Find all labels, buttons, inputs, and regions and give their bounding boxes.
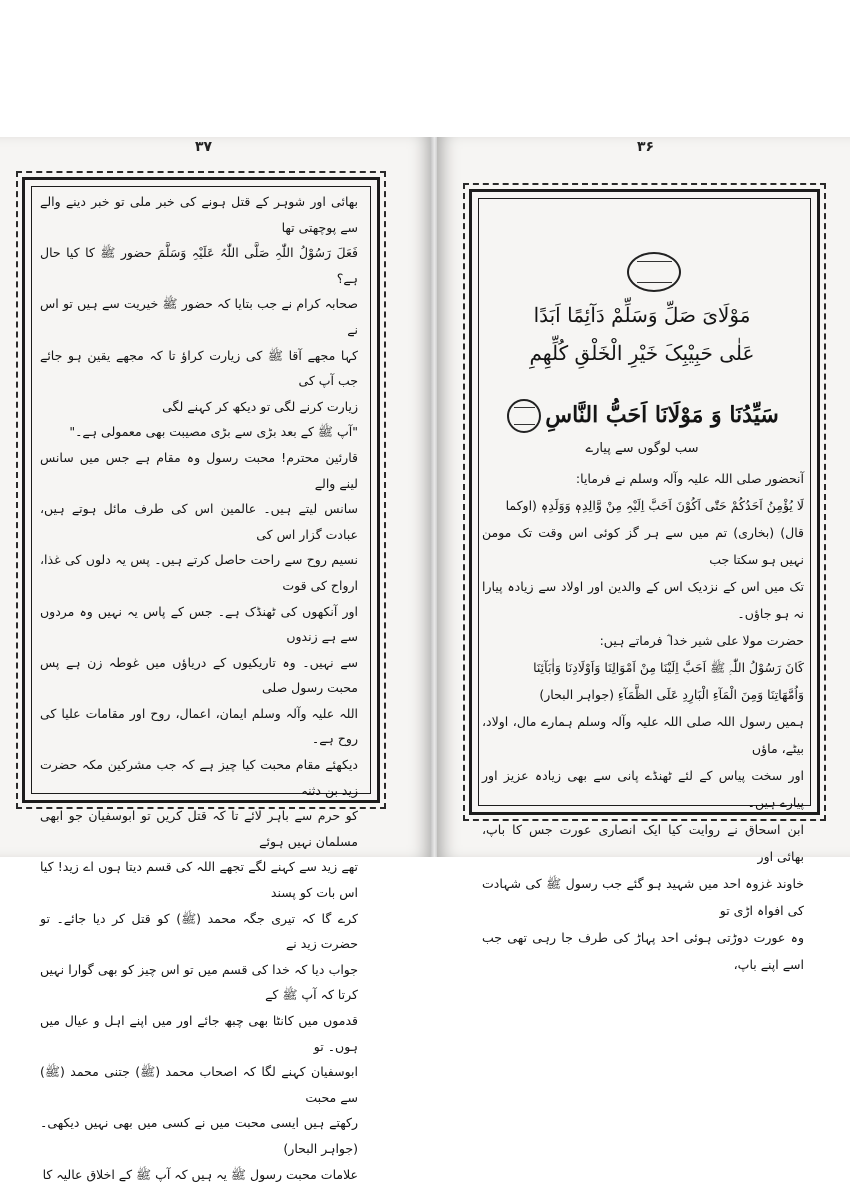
text-line: علامات محبت رسول ﷺ یہ ہیں کہ آپ ﷺ کے اخلاق عالیہ کا (42, 1166, 358, 1182)
text-line: لَا یُؤْمِنُ اَحَدُکُمْ حَتّٰی اَکُوْنَ اَحَبَّ اِلَیْہِ مِنْ وَّالِدِہٖ وَوَلَدِہٖ (اوکما (505, 498, 804, 513)
text-line: ہمیں رسول اللہ صلی اللہ علیہ وآلہ وسلم ہمارے مال، اولاد، بیٹے، ماؤں (482, 714, 804, 756)
text-line: قال) (بخاری) تم میں سے ہر گز کوئی اس وقت تک مومن نہیں ہو سکتا جب (482, 525, 804, 567)
left-page (0, 137, 432, 1182)
text-line: وَاُمَّھَاتِنَا وَمِنَ الْمَآءِ الْبَارِدِ عَلَی الظَّمَآءِ (جواہر البحار) (539, 687, 804, 702)
text-line: بھائی اور شوہر کے قتل ہونے کی خبر ملی تو خبر دینے والے سے پوچھتی تھا (40, 194, 358, 235)
text-line: کہا مجھے آقا ﷺ کی زیارت کراؤ تا کہ مجھے یقین ہو جائے جب آپ کی (40, 347, 358, 389)
text-line: کرے گا کہ تیری جگہ محمد (ﷺ) کو قتل کر دیا جائے۔ تو حضرت زید نے (40, 910, 358, 952)
text-line: سانس لیتے ہیں۔ عالمین اس کی طرف مائل ہوتے ہیں، عبادت گزار اس کی (40, 501, 358, 542)
page-number: ۳۶ (637, 139, 655, 155)
salutation-line-1: مَوْلَایَ صَلِّ وَسَلِّمْ دَآئِمًا اَبَدًا (533, 303, 751, 327)
text-line: رکھتے ہیں ایسی محبت میں نے کسی میں بھی نہیں دیکھی۔ (جواہر البحار) (40, 1115, 358, 1156)
text-line: کو حرم سے باہر لائے تا کہ قتل کریں تو ابوسفیان جو ابھی مسلمان نہیں ہوئے (40, 808, 358, 849)
text-line: اور آنکھوں کی ٹھنڈک ہے۔ جس کے پاس یہ نہیں وہ مردوں سے ہے زندوں (40, 603, 358, 645)
text-line: تک میں اس کے نزدیک اس کے والدین اور اولاد سے زیادہ پیارا نہ ہو جاؤں۔ (482, 579, 804, 621)
text-line: فَعَلَ رَسُوْلُ اللّٰہِ صَلَّی اللّٰہُ عَلَیْہِ وَسَلَّمَ حضور ﷺ کا کیا حال ہے؟ (40, 245, 358, 286)
section-subheading: سب لوگوں سے پیارے (585, 441, 699, 456)
text-line: سے نہیں۔ وہ تاریکیوں کے دریاؤں میں غوطہ زن ہے پس محبت رسول صلی (40, 654, 358, 696)
text-line: اللہ علیہ وآلہ وسلم ایمان، اعمال، روح اور مقامات علیا کی روح ہے۔ (40, 705, 358, 747)
text-line: زیارت کرنے لگی تو دیکھ کر کہنے لگی (162, 398, 358, 414)
text-line: قارئین محترم! محبت رسول وہ مقام ہے جس میں سانس لینے والے (40, 449, 358, 491)
text-line: تھے زید سے کہنے لگے تجھے اللہ کی قسم دیتا ہوں اے زید! کیا اس بات کو پسند (40, 859, 358, 901)
left-page-text (40, 189, 358, 1187)
salutation-line-2: عَلٰی حَبِیْبِکَ خَیْرِ الْخَلْقِ کُلِّھِمِ (529, 341, 755, 365)
section-heading: سَیِّدُنَا وَ مَوْلَانَا اَحَبُّ النَّاسِ (545, 402, 779, 428)
open-book (0, 137, 850, 1182)
text-line: اور سخت پیاس کے لئے ٹھنڈے پانی سے بھی زیادہ عزیز اور پیارے ہیں۔ (482, 768, 804, 810)
text-line: "آپ ﷺ کے بعد بڑی سے بڑی مصیبت بھی معمولی ہے۔" (69, 424, 358, 440)
text-line: ابوسفیان کہنے لگا کہ اصحاب محمد (ﷺ) جتنی محمد (ﷺ) سے محبت (40, 1064, 358, 1105)
text-line: وہ عورت دوڑتی ہوئی احد پہاڑ کی طرف جا رہی تھی جب اسے اپنے باپ، (482, 930, 804, 972)
text-line: قدموں میں کانٹا بھی چبھ جائے اور میں اپنے اہل و عیال میں ہوں۔ تو (40, 1013, 358, 1054)
text-line: خاوند غزوہ احد میں شہید ہو گئے جب رسول ﷺ کی شہادت کی افواہ اڑی تو (482, 876, 804, 918)
text-line: صحابہ کرام نے جب بتایا کہ حضور ﷺ خیریت سے ہیں تو اس نے (40, 296, 358, 337)
text-line: جواب دیا کہ خدا کی قسم میں تو اس چیز کو بھی گوارا نہیں کرتا کہ آپ ﷺ کے (40, 961, 358, 1003)
text-line: آنحضور صلی اللہ علیہ وآلہ وسلم نے فرمایا: (575, 471, 804, 486)
page-number: ۳۷ (195, 139, 213, 155)
text-line: دیکھئے مقام محبت کیا چیز ہے کہ جب مشرکین مکہ حضرت زید بن دثنہ (40, 757, 358, 798)
text-line: ابن اسحاق نے روایت کیا ایک انصاری عورت جس کا باپ، بھائی اور (482, 822, 804, 864)
text-line: حضرت مولا علی شیر خدا ؓ فرماتے ہیں: (599, 633, 804, 648)
right-page (437, 137, 850, 972)
calligraphy-seal-icon (627, 252, 681, 292)
text-line: نسیم روح سے راحت حاصل کرتے ہیں۔ پس یہ دلوں کی غذا، ارواح کی قوت (40, 552, 358, 593)
text-line: کَانَ رَسُوْلُ اللّٰہِ ﷺ اَحَبَّ اِلَیْنَا مِنْ اَمْوَالِنَا وَاَوْلَادِنَا وَاٰبَآئِنَا (533, 660, 804, 675)
right-page-text (482, 465, 804, 978)
